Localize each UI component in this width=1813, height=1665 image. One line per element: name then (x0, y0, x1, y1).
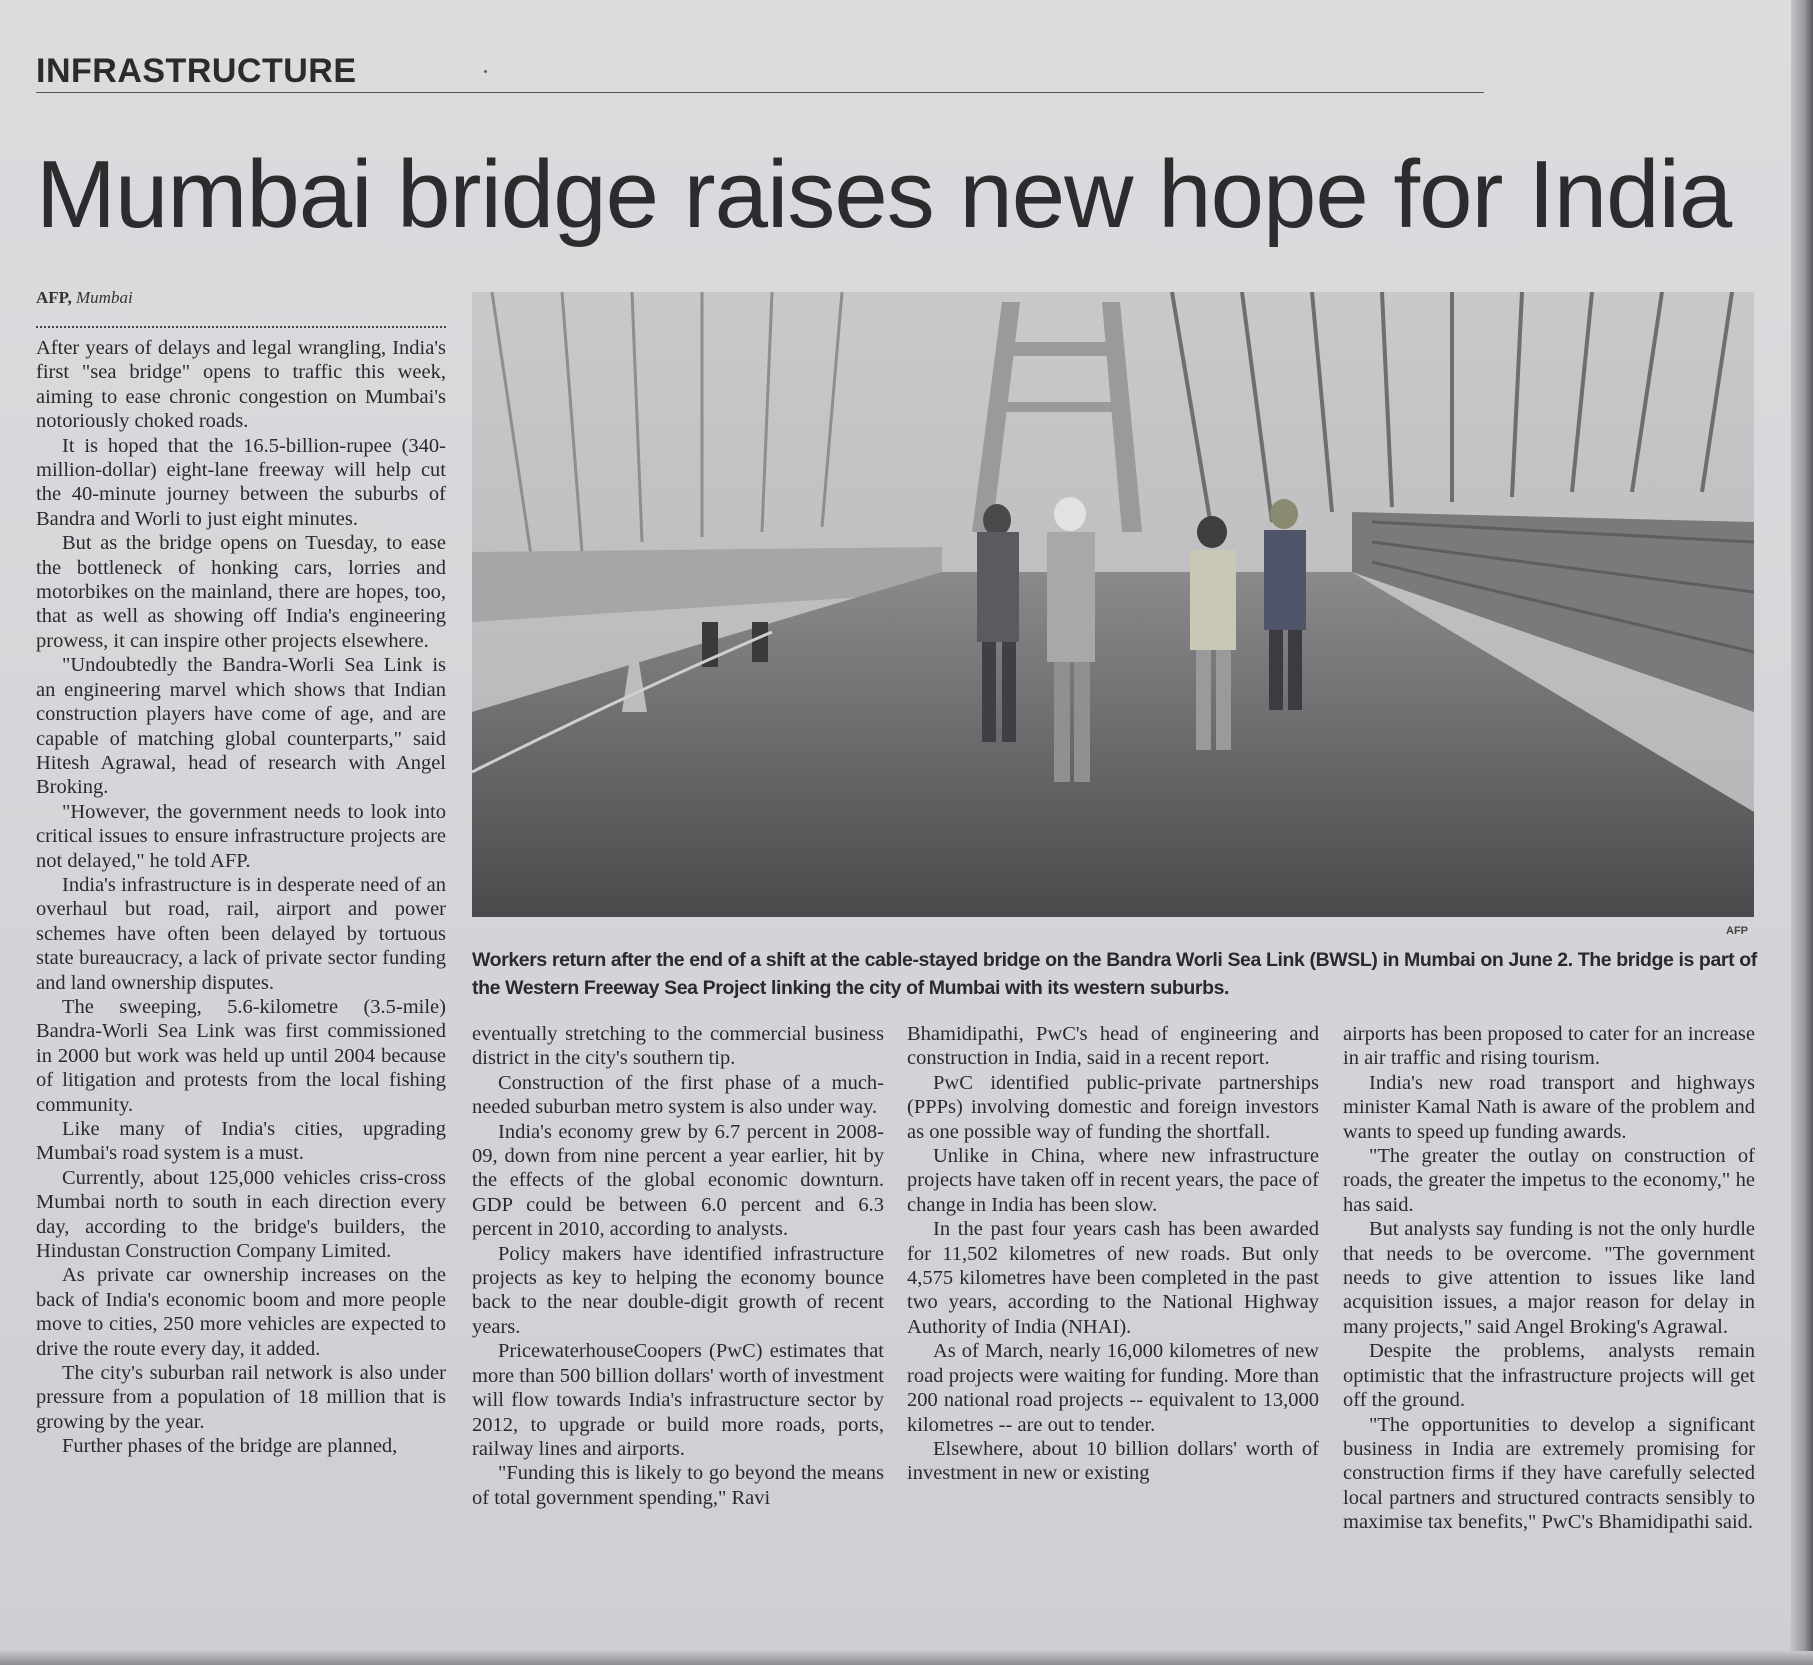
section-label: INFRASTRUCTURE (36, 52, 357, 90)
article-column-4 (1343, 1022, 1755, 1535)
byline (36, 288, 133, 308)
article-paragraph: Like many of India's cities, upgrading Mumbai's road system is a must. (36, 1118, 446, 1165)
article-column-1 (36, 336, 446, 1459)
article-paragraph: Bhamidipathi, PwC's head of engineering and construction in India, said in a recent report. (907, 1023, 1319, 1070)
article-paragraph: In the past four years cash has been awarded for 11,502 kilometres of new roads. But only 4,575 kilometres have been completed in the past two years, according to the National Highway Authority of India (NHAI). (907, 1218, 1319, 1338)
article-paragraph: airports has been proposed to cater for an increase in air traffic and rising tourism. (1343, 1023, 1755, 1070)
article-paragraph: Elsewhere, about 10 billion dollars' worth of investment in new or existing (907, 1437, 1319, 1485)
article-paragraph: It is hoped that the 16.5-billion-rupee (340-million-dollar) eight-lane freeway will help cut the 40-minute journey between the suburbs of Bandra and Worli to just eight minutes. (36, 434, 446, 530)
byline-dotted-rule (36, 326, 446, 328)
article-paragraph: Currently, about 125,000 vehicles criss-cross Mumbai north to south in each direction every day, according to the bridge's builders, the Hindustan Construction Company Limited. (36, 1166, 446, 1263)
photo-credit: AFP (1726, 925, 1748, 937)
print-speck (484, 70, 487, 73)
article-paragraph: India's economy grew by 6.7 percent in 2008-09, down from nine percent a year earlier, hit by the effects of the global economic downturn. GDP could be between 6.0 percent and 6.3 percent in 2010, according to analysts. (472, 1120, 884, 1241)
article-paragraph: "The greater the outlay on construction of roads, the greater the impetus to the economy," he has said. (1343, 1145, 1755, 1216)
bridge-photo (472, 292, 1754, 917)
section-rule (36, 92, 1484, 93)
page-bottom-shadow (0, 1651, 1813, 1665)
article-paragraph: As private car ownership increases on the back of India's economic boom and more people move to cities, 250 more vehicles are expected to drive the route every day, it added. (36, 1264, 446, 1360)
article-paragraph: But as the bridge opens on Tuesday, to ease the bottleneck of honking cars, lorries and motorbikes on the mainland, there are hopes, too, that as well as showing off India's engineering prowess, it can inspire other projects elsewhere. (36, 532, 446, 652)
article-paragraph: PricewaterhouseCoopers (PwC) estimates that more than 500 billion dollars' worth of investment will flow towards India's infrastructure sector by 2012, to upgrade or build more roads, ports, railway lines and airports. (472, 1340, 884, 1460)
article-column-2 (472, 1022, 884, 1510)
article-paragraph: "Funding this is likely to go beyond the means of total government spending," Ravi (472, 1462, 884, 1509)
article-paragraph: "Undoubtedly the Bandra-Worli Sea Link is an engineering marvel which shows that Indian construction players have come of age, and are capable of matching global counterparts," said Hitesh Agrawal, head of research with Angel Broking. (36, 654, 446, 799)
article-paragraph: After years of delays and legal wrangling, India's first "sea bridge" opens to traffic this week, aiming to ease chronic congestion on Mumbai's notoriously choked roads. (36, 337, 446, 433)
article-paragraph: Despite the problems, analysts remain optimistic that the infrastructure projects will get off the ground. (1343, 1340, 1755, 1412)
article-paragraph: The city's suburban rail network is also under pressure from a population of 18 million that is growing by the year. (36, 1362, 446, 1433)
article-paragraph: eventually stretching to the commercial business district in the city's southern tip. (472, 1023, 884, 1070)
photo-caption: Workers return after the end of a shift at the cable-stayed bridge on the Bandra Worli Sea Link (BWSL) in Mumbai on June 2. The bridge is part of the Western Freeway Sea Project linking the city of Mumbai with its western suburbs. (472, 949, 1757, 999)
headline: Mumbai bridge raises new hope for India (36, 141, 1732, 248)
byline-place: Mumbai (76, 288, 133, 307)
article-paragraph: As of March, nearly 16,000 kilometres of new road projects were waiting for funding. More than 200 national road projects -- equivalent to 13,000 kilometres -- are out to tender. (907, 1340, 1319, 1436)
article-column-3 (907, 1022, 1319, 1486)
article-paragraph: Policy makers have identified infrastructure projects as key to helping the economy bounce back to the near double-digit growth of recent years. (472, 1242, 884, 1338)
article-paragraph: The sweeping, 5.6-kilometre (3.5-mile) Bandra-Worli Sea Link was first commissioned in 2000 but work was held up until 2004 because of litigation and protests from the local fishing community. (36, 995, 446, 1116)
article-paragraph: India's infrastructure is in desperate need of an overhaul but road, rail, airport and power schemes have often been delayed by tortuous state bureaucracy, a lack of private sector funding and land ownership disputes. (36, 873, 446, 994)
article-paragraph: "The opportunities to develop a significant business in India are extremely promising for construction firms if they have carefully selected local partners and structured contracts sensibly to maximise tax benefits," PwC's Bhamidipathi said. (1343, 1413, 1755, 1534)
article-paragraph: Construction of the first phase of a much-needed suburban metro system is also under way. (472, 1071, 884, 1119)
byline-source: AFP, (36, 288, 72, 307)
article-paragraph: But analysts say funding is not the only hurdle that needs to be overcome. "The government needs to give attention to issues like land acquisition issues, a major reason for delay in many projects," said Angel Broking's Agrawal. (1343, 1218, 1755, 1338)
article-paragraph: "However, the government needs to look into critical issues to ensure infrastructure projects are not delayed," he told AFP. (36, 800, 446, 872)
article-paragraph: India's new road transport and highways minister Kamal Nath is aware of the problem and wants to speed up funding awards. (1343, 1071, 1755, 1143)
article-paragraph: PwC identified public-private partnerships (PPPs) involving domestic and foreign investors as one possible way of funding the shortfall. (907, 1071, 1319, 1143)
page-edge-shadow (1791, 0, 1813, 1665)
article-paragraph: Unlike in China, where new infrastructure projects have taken off in recent years, the pace of change in India has been slow. (907, 1145, 1319, 1216)
article-paragraph: Further phases of the bridge are planned, (62, 1435, 398, 1458)
